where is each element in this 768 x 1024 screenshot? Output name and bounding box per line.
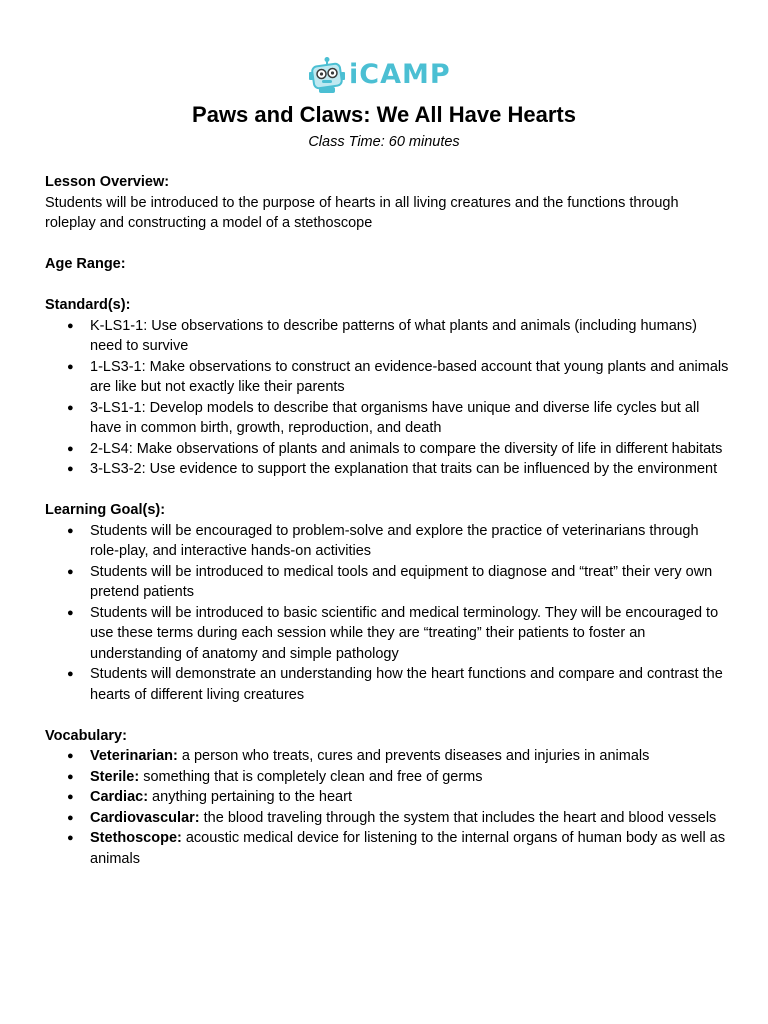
standards-list — [45, 316, 730, 480]
vocabulary-term: Veterinarian: — [90, 748, 178, 764]
vocabulary-item — [45, 828, 730, 869]
vocabulary-term: Sterile: — [90, 768, 140, 785]
class-time: Class Time: 60 minutes — [308, 134, 460, 150]
vocabulary-definition: the blood traveling through the system that includes the heart and blood vessels — [199, 809, 717, 826]
vocabulary-list — [45, 746, 730, 869]
lesson-content — [45, 172, 730, 869]
vocabulary-item — [45, 746, 730, 767]
overview-heading: Lesson Overview: — [45, 174, 170, 190]
list-item: ● Students will be introduced to basic scientific and medical terminology. They will be encouraged to use these terms during each session while they are “treating” their patients to foster an understanding of anatomy and simple pathology — [45, 603, 730, 665]
vocabulary-definition: something that is completely clean and free of germs — [139, 768, 483, 785]
list-item: ● Students will demonstrate an understanding how the heart functions and compare and contrast the hearts of different living creatures — [45, 664, 730, 705]
standards-heading: Standard(s): — [45, 297, 131, 313]
vocabulary-item — [45, 767, 730, 788]
vocabulary-heading: Vocabulary: — [45, 727, 127, 744]
vocabulary-definition: acoustic medical device for listening to the internal organs of human body as well as animals — [90, 830, 726, 867]
list-item: ● Students will be encouraged to problem-solve and explore the practice of veterinarians through role-play, and interactive hands-on activities — [45, 521, 730, 562]
icamp-logo — [309, 55, 451, 95]
vocabulary-term: Cardiovascular: — [90, 809, 200, 826]
list-item: ● 3-LS1-1: Develop models to describe that organisms have unique and diverse life cycles but all have in common birth, growth, reproduction, and death — [45, 398, 730, 439]
vocabulary-item — [45, 787, 730, 808]
vocabulary-term: Stethoscope: — [90, 830, 182, 846]
vocabulary-definition: a person who treats, cures and prevents diseases and injuries in animals — [177, 748, 650, 764]
age-range-heading: Age Range: — [45, 256, 126, 272]
list-item: ● K-LS1-1: Use observations to describe patterns of what plants and animals (including humans) need to survive — [45, 316, 730, 357]
page-title: Paws and Claws: We All Have Hearts — [192, 102, 576, 127]
vocabulary-term: Cardiac: — [90, 789, 149, 805]
overview-text: Students will be introduced to the purpose of hearts in all living creatures and the functions through roleplay and constructing a model of a stethoscope — [45, 194, 679, 231]
logo-wordmark: iCAMP — [349, 59, 451, 90]
robot-icon — [309, 56, 345, 94]
vocabulary-item — [45, 808, 730, 829]
vocabulary-definition: anything pertaining to the heart — [148, 789, 352, 805]
list-item: ● Students will be introduced to medical tools and equipment to diagnose and “treat” their very own pretend patients — [45, 562, 730, 603]
goals-list — [45, 521, 730, 706]
list-item: ● 3-LS3-2: Use evidence to support the explanation that traits can be influenced by the environment — [45, 459, 730, 480]
goals-heading: Learning Goal(s): — [45, 502, 166, 518]
list-item: ● 2-LS4: Make observations of plants and animals to compare the diversity of life in different habitats — [45, 439, 730, 460]
list-item: ● 1-LS3-1: Make observations to construct an evidence-based account that young plants and animals are like but not exactly like their parents — [45, 357, 730, 398]
